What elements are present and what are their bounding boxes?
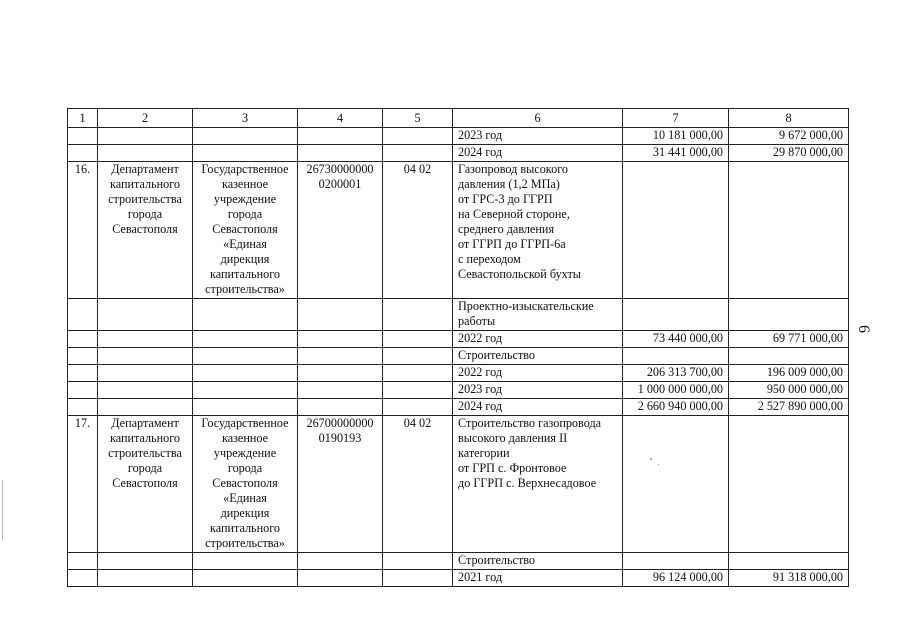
section-cell	[383, 128, 453, 145]
section-cell	[383, 570, 453, 587]
description-cell: 2023 год	[453, 382, 623, 399]
section-cell	[383, 365, 453, 382]
institution-cell	[193, 570, 298, 587]
code-cell	[298, 348, 383, 365]
amount-cell: 96 124 000,00	[623, 570, 729, 587]
section-cell: 04 02	[383, 162, 453, 299]
table-row	[68, 416, 849, 553]
amount-cell	[623, 162, 729, 299]
row-number-cell	[68, 570, 98, 587]
institution-cell	[193, 145, 298, 162]
amount-cell: 91 318 000,00	[729, 570, 849, 587]
row-number-cell	[68, 399, 98, 416]
code-cell	[298, 553, 383, 570]
department-cell	[98, 331, 193, 348]
amount-cell: 73 440 000,00	[623, 331, 729, 348]
table-row	[68, 162, 849, 299]
amount-cell: 206 313 700,00	[623, 365, 729, 382]
row-number-cell	[68, 128, 98, 145]
department-cell	[98, 128, 193, 145]
institution-cell	[193, 399, 298, 416]
header-cell: 3	[193, 109, 298, 128]
row-number-cell	[68, 348, 98, 365]
scan-edge-mark	[2, 480, 3, 540]
institution-cell	[193, 128, 298, 145]
department-cell: Департамент капитального строительства города Севастополя	[98, 162, 193, 299]
code-cell	[298, 365, 383, 382]
amount-cell: 1 000 000 000,00	[623, 382, 729, 399]
institution-cell	[193, 553, 298, 570]
description-cell: 2024 год	[453, 145, 623, 162]
header-cell: 6	[453, 109, 623, 128]
table-row	[68, 570, 849, 587]
description-cell: Газопровод высокого давления (1,2 МПа) от ГРС-3 до ГГРП на Северной стороне, среднего давления от ГГРП до ГГРП-6а с переходом Севастопольской бухты	[453, 162, 623, 299]
section-cell	[383, 348, 453, 365]
amount-cell: 29 870 000,00	[729, 145, 849, 162]
department-cell	[98, 570, 193, 587]
department-cell	[98, 365, 193, 382]
code-cell	[298, 399, 383, 416]
row-number-cell	[68, 299, 98, 331]
description-cell: Проектно-изыскательские работы	[453, 299, 623, 331]
section-cell	[383, 331, 453, 348]
table-row	[68, 145, 849, 162]
code-cell	[298, 570, 383, 587]
table-row	[68, 331, 849, 348]
description-cell: 2022 год	[453, 365, 623, 382]
header-cell: 7	[623, 109, 729, 128]
amount-cell: 2 527 890 000,00	[729, 399, 849, 416]
amount-cell	[623, 348, 729, 365]
code-cell	[298, 299, 383, 331]
table-row	[68, 365, 849, 382]
description-cell: 2023 год	[453, 128, 623, 145]
section-cell	[383, 553, 453, 570]
amount-cell: 9 672 000,00	[729, 128, 849, 145]
section-cell	[383, 382, 453, 399]
description-cell: Строительство газопровода высокого давления II категории от ГРП с. Фронтовое до ГГРП с. Верхнесадовое	[453, 416, 623, 553]
amount-cell	[729, 348, 849, 365]
description-cell: 2022 год	[453, 331, 623, 348]
table-row	[68, 128, 849, 145]
section-cell	[383, 399, 453, 416]
amount-cell	[729, 162, 849, 299]
amount-cell	[623, 416, 729, 553]
table-row	[68, 399, 849, 416]
row-number-cell: 16.	[68, 162, 98, 299]
row-number-cell: 17.	[68, 416, 98, 553]
institution-cell	[193, 365, 298, 382]
table-row	[68, 553, 849, 570]
header-cell: 2	[98, 109, 193, 128]
amount-cell	[729, 416, 849, 553]
amount-cell: 69 771 000,00	[729, 331, 849, 348]
amount-cell: 196 009 000,00	[729, 365, 849, 382]
amount-cell	[623, 553, 729, 570]
section-cell: 04 02	[383, 416, 453, 553]
code-cell	[298, 145, 383, 162]
amount-cell: 950 000 000,00	[729, 382, 849, 399]
table-row	[68, 299, 849, 331]
institution-cell: Государственное казенное учреждение города Севастополя «Единая дирекция капитального строительства»	[193, 416, 298, 553]
department-cell	[98, 399, 193, 416]
row-number-cell	[68, 145, 98, 162]
department-cell	[98, 553, 193, 570]
code-cell: 26700000000 0190193	[298, 416, 383, 553]
department-cell	[98, 348, 193, 365]
department-cell	[98, 382, 193, 399]
row-number-cell	[68, 365, 98, 382]
institution-cell: Государственное казенное учреждение города Севастополя «Единая дирекция капитального строительства»	[193, 162, 298, 299]
row-number-cell	[68, 382, 98, 399]
institution-cell	[193, 348, 298, 365]
description-cell: 2021 год	[453, 570, 623, 587]
page-number: 6	[855, 325, 872, 333]
header-cell: 5	[383, 109, 453, 128]
amount-cell: 31 441 000,00	[623, 145, 729, 162]
header-row	[68, 109, 849, 128]
table-row	[68, 348, 849, 365]
department-cell	[98, 145, 193, 162]
institution-cell	[193, 299, 298, 331]
header-cell: 8	[729, 109, 849, 128]
row-number-cell	[68, 331, 98, 348]
amount-cell: 10 181 000,00	[623, 128, 729, 145]
header-cell: 1	[68, 109, 98, 128]
code-cell	[298, 331, 383, 348]
section-cell	[383, 145, 453, 162]
amount-cell: 2 660 940 000,00	[623, 399, 729, 416]
department-cell: Департамент капитального строительства города Севастополя	[98, 416, 193, 553]
table-row	[68, 382, 849, 399]
department-cell	[98, 299, 193, 331]
institution-cell	[193, 382, 298, 399]
header-cell: 4	[298, 109, 383, 128]
description-cell: Строительство	[453, 553, 623, 570]
budget-table	[67, 108, 849, 587]
code-cell	[298, 382, 383, 399]
code-cell	[298, 128, 383, 145]
row-number-cell	[68, 553, 98, 570]
amount-cell	[623, 299, 729, 331]
institution-cell	[193, 331, 298, 348]
section-cell	[383, 299, 453, 331]
amount-cell	[729, 553, 849, 570]
description-cell: Строительство	[453, 348, 623, 365]
description-cell: 2024 год	[453, 399, 623, 416]
amount-cell	[729, 299, 849, 331]
code-cell: 26730000000 0200001	[298, 162, 383, 299]
